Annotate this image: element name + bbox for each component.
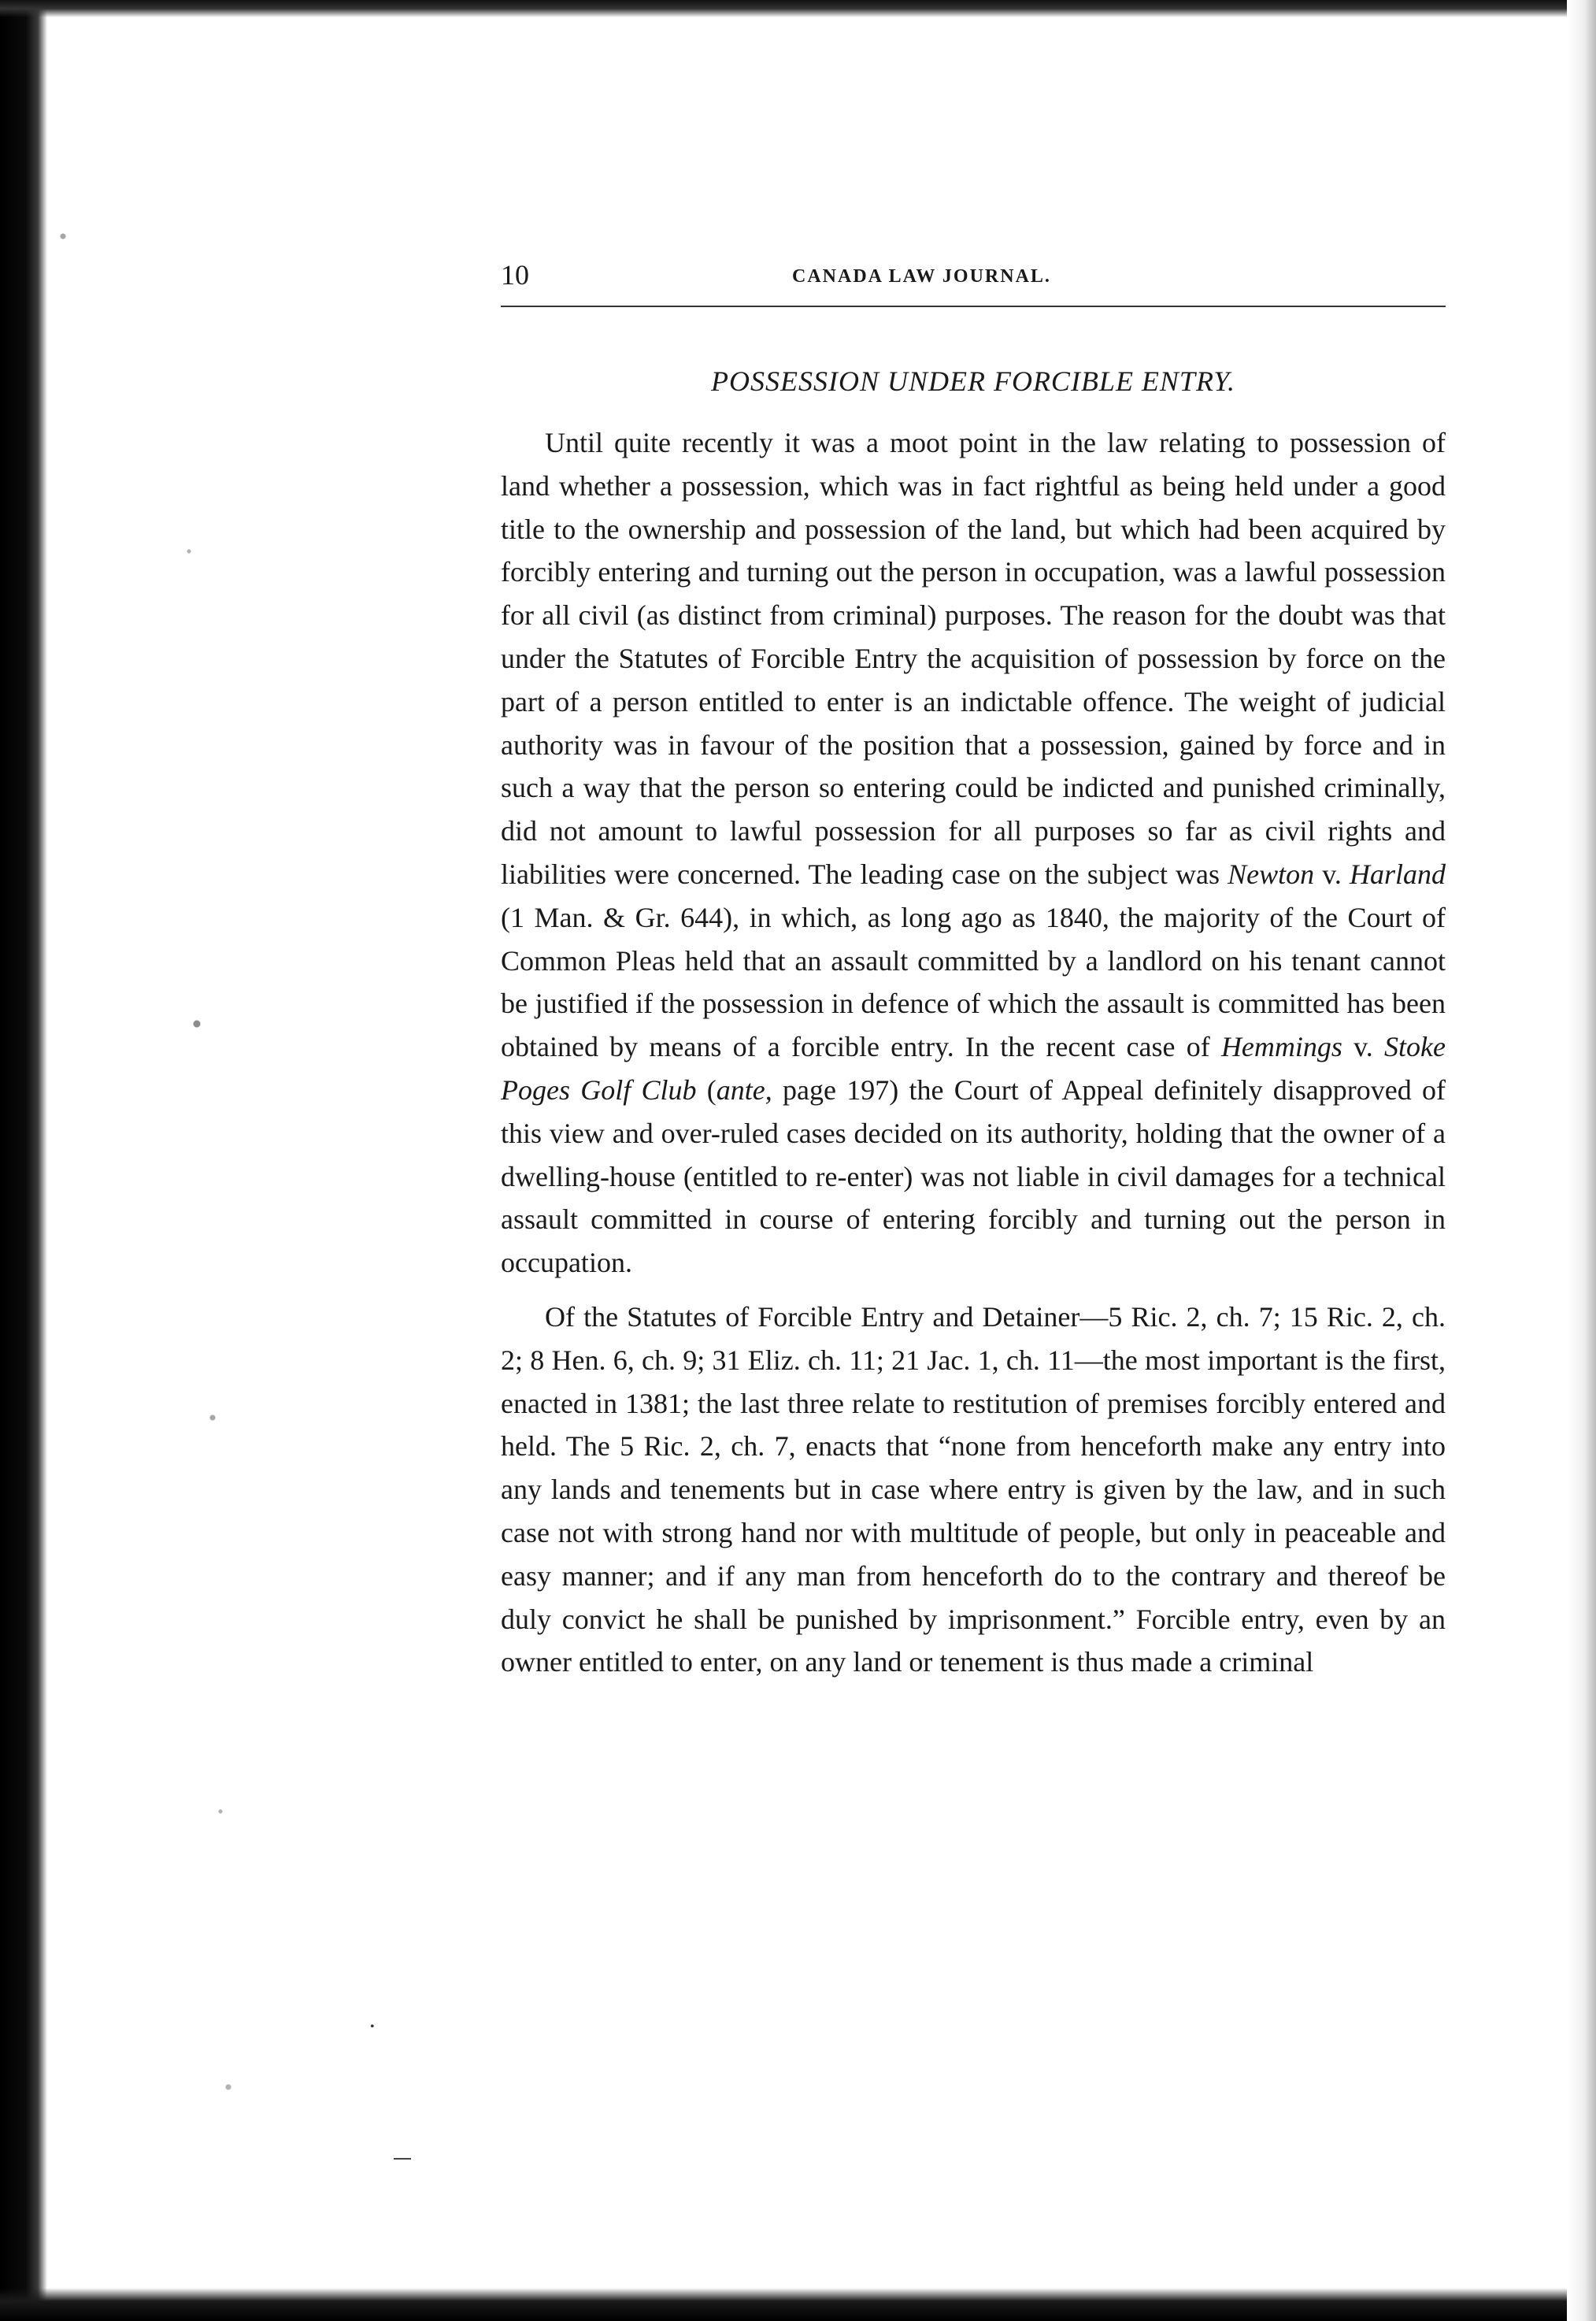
citation-ante: ante, (716, 1073, 772, 1106)
paragraph-2: Of the Statutes of Forcible Entry and Detainer—5 Ric. 2, ch. 7; 15 Ric. 2, ch. 2; 8 Hen. 6, ch. 9; 31 Eliz. ch. 11; 21 Jac. 1, ch. 11—the most important is the first, enacted in 1381; the last three relate to restitution of premises forcibly entered and held. The 5 Ric. 2, ch. 7, enacts that “none from henceforth make any entry into any lands and tenements but in case where entry is given by the law, and in such case not with strong hand nor with multitude of people, but only in peaceable and easy manner; and if any man from henceforth do to the contrary and thereof be duly convict he shall be punished by imprisonment.” Forcible entry, even by an owner entitled to enter, on any land or tenement is thus made a criminal (501, 1300, 1446, 1678)
scan-top-edge (0, 0, 1596, 17)
scan-binding-edge (0, 0, 47, 2321)
case-name: Newton (1228, 858, 1315, 890)
header-rule (501, 306, 1446, 307)
case-name: Harland (1349, 858, 1446, 890)
case-name: Hemmings (1220, 1031, 1342, 1063)
article-body (501, 421, 1446, 1695)
article-title: POSSESSION UNDER FORCIBLE ENTRY. (710, 365, 1236, 397)
page-header (501, 256, 1446, 303)
case-name: Stoke Poges Golf Club (501, 1031, 1446, 1106)
scan-right-edge (1567, 0, 1596, 2321)
running-head: CANADA LAW JOURNAL. (792, 266, 1051, 287)
scan-artifact-dash (394, 2158, 411, 2160)
paragraph-1: Until quite recently it was a moot point in the law relating to possession of land whether a possession, which was in fact rightful as being held under a good title to the ownership and possession of the land, but which had been acquired by forcibly entering and turning out the person in occupation, was a lawful possession for all civil (as distinct from criminal) purposes. The reason for the doubt was that under the Statutes of Forcible Entry the acquisition of possession by force on the part of a person entitled to enter is an indictable offence. The weight of judicial authority was in favour of the position that a possession, gained by force and in such a way that the person so entering could be indicted and punished criminally, did not amount to lawful possession for all purposes so far as civil rights and liabilities were concerned. The leading case on the subject was Newton v. Harland (1 Man. & Gr. 644), in which, as long ago as 1840, the majority of the Court of Common Pleas held that an assault committed by a landlord on his tenant cannot be justified if the possession in defence of which the assault is committed has been obtained by means of a forcible entry. In the recent case of Hemmings v. Stoke Poges Golf Club (ante, page 197) the Court of Appeal definitely disapproved of this view and over-ruled cases decided on its authority, holding that the owner of a dwelling-house (entitled to re-enter) was not liable in civil damages for a technical assault committed in course of entering forcibly and turning out the person in occupation. (501, 427, 1446, 1279)
page-number: 10 (501, 259, 529, 291)
scan-artifact-dot: • (370, 2020, 375, 2034)
scan-speckle (47, 0, 252, 2321)
scan-bottom-edge (0, 2288, 1596, 2321)
